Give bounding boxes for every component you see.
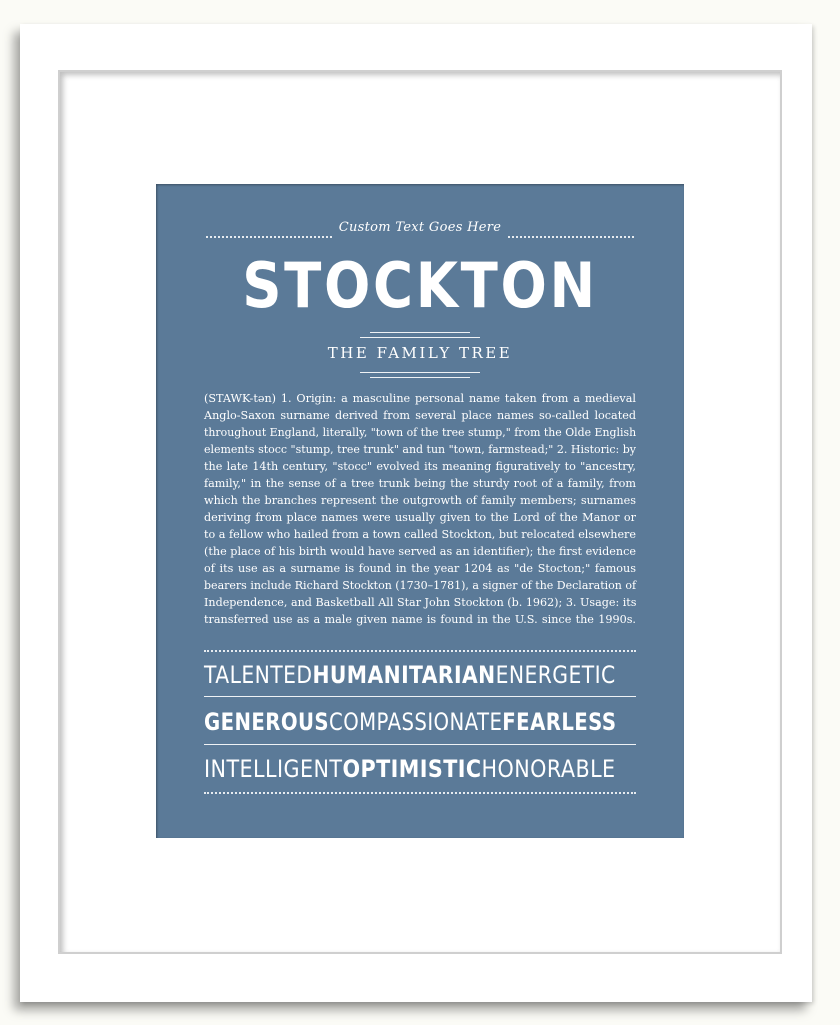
trait-row-3 [204, 752, 636, 786]
definition-line: the late 14th century, "stocc" evolved its meaning figuratively to "ancestry, [204, 460, 636, 473]
traits-dotted-rule-top [204, 650, 636, 652]
traits-dotted-rule-bottom [204, 792, 636, 794]
definition-line: elements stocc "stump, tree trunk" and tun "town, farmstead;" 2. Historic: by [204, 443, 636, 456]
subtitle-rule-top-2 [360, 337, 480, 338]
trait-word: FEARLESS [502, 708, 617, 736]
frame-mat [58, 70, 782, 954]
subtitle-rule-top-1 [370, 332, 470, 333]
surname-title: STOCKTON [242, 249, 598, 322]
trait-row-1 [204, 658, 636, 692]
trait-word: ENERGETIC [495, 661, 616, 689]
definition-line: to a fellow who hailed from a town called Stockton, but relocated elsewhere [204, 528, 637, 541]
trait-word: TALENTED [204, 661, 313, 689]
name-definition [204, 390, 636, 628]
definition-line: transferred use as a male given name is found in the U.S. since the 1990s. [204, 613, 636, 626]
definition-line: family," in the sense of a tree trunk being the sturdy root of a family, from [204, 477, 636, 490]
trait-word: HUMANITARIAN [312, 661, 496, 689]
tagline-dotted-rule-right [508, 236, 634, 238]
trait-word: COMPASSIONATE [329, 708, 503, 736]
subtitle-rule-bottom-1 [360, 372, 480, 373]
definition-line: Independence, and Basketball All Star John Stockton (b. 1962); 3. Usage: its [204, 596, 637, 609]
definition-line: bearers include Richard Stockton (1730–1781), a signer of the Declaration of [204, 579, 637, 592]
trait-row-2 [204, 705, 636, 739]
subtitle-rule-bottom-2 [370, 377, 470, 378]
subtitle: THE FAMILY TREE [327, 344, 513, 362]
definition-line: which the branches represent the outgrowth of family members; surnames [204, 494, 636, 507]
trait-word: HONORABLE [481, 755, 616, 783]
name-art-print [156, 184, 684, 838]
definition-line: (STAWK-tən) 1. Origin: a masculine personal name taken from a medieval [204, 392, 636, 405]
picture-frame [20, 24, 812, 1002]
traits-rule-2 [204, 744, 636, 745]
definition-line: of its use as a surname is found in the year 1204 as "de Stocton;" famous [204, 562, 636, 575]
trait-word: GENEROUS [204, 708, 330, 736]
custom-tagline: Custom Text Goes Here [338, 220, 502, 235]
tagline-dotted-rule-left [206, 236, 332, 238]
definition-line: Anglo-Saxon surname derived from several place names so-called located [204, 409, 636, 422]
definition-line: (the place of his birth would have served as an identifier); the first evidence [204, 545, 636, 558]
definition-line: throughout England, literally, "town of the tree stump," from the Olde English [204, 426, 637, 439]
trait-word: INTELLIGENT [204, 755, 343, 783]
definition-line: deriving from place names were usually given to the Lord of the Manor or [204, 511, 636, 524]
traits-rule-1 [204, 696, 636, 697]
trait-word: OPTIMISTIC [342, 755, 482, 783]
